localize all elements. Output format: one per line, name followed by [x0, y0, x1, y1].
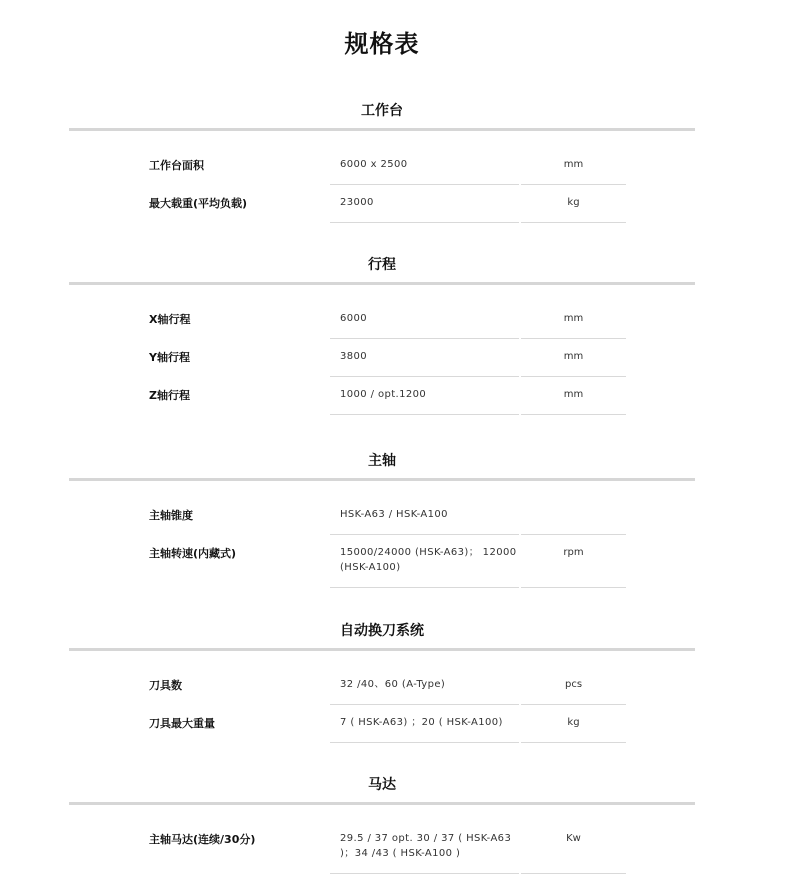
- section-spindle: [69, 450, 695, 588]
- spec-label: 刀具数: [149, 679, 182, 692]
- spec-label: 主轴马达(连续/30分): [149, 833, 256, 846]
- spec-value: 23000: [330, 185, 519, 223]
- section-motor: [69, 774, 695, 874]
- spec-row: [69, 147, 695, 185]
- spec-row: [69, 497, 695, 535]
- spec-value: 7 ( HSK-A63) ；20 ( HSK-A100): [330, 705, 519, 743]
- spec-row: [69, 377, 695, 415]
- spec-rows: [69, 147, 695, 223]
- spec-row: [69, 667, 695, 705]
- section-travel: [69, 254, 695, 415]
- spec-value: 1000 / opt.1200: [330, 377, 519, 415]
- spec-value: 6000 x 2500: [330, 147, 519, 185]
- section-divider: [69, 648, 695, 651]
- spec-unit: mm: [521, 301, 626, 339]
- spec-rows: [69, 667, 695, 743]
- spec-label: 最大载重(平均负载): [149, 197, 248, 210]
- section-worktable: [69, 100, 695, 223]
- spec-label: 工作台面积: [149, 159, 204, 172]
- spec-value: 32 /40、60 (A-Type): [330, 667, 519, 705]
- spec-unit: kg: [521, 705, 626, 743]
- spec-label: 主轴锥度: [149, 509, 193, 522]
- spec-label: X轴行程: [149, 313, 191, 326]
- spec-unit: mm: [521, 377, 626, 415]
- spec-value: 6000: [330, 301, 519, 339]
- spec-rows: [69, 301, 695, 415]
- spec-unit: mm: [521, 339, 626, 377]
- spec-unit: rpm: [521, 535, 626, 588]
- spec-row: [69, 301, 695, 339]
- spec-rows: [69, 497, 695, 588]
- spec-label: 主轴转速(内藏式): [149, 547, 237, 560]
- section-title: 行程: [368, 257, 396, 273]
- section-divider: [69, 128, 695, 131]
- section-atc: [69, 620, 695, 743]
- spec-label: 刀具最大重量: [149, 717, 215, 730]
- section-title: 马达: [368, 777, 396, 793]
- spec-unit: mm: [521, 147, 626, 185]
- spec-value: 3800: [330, 339, 519, 377]
- spec-rows: [69, 821, 695, 874]
- spec-label: Z轴行程: [149, 389, 190, 402]
- section-title: 工作台: [361, 103, 403, 119]
- spec-row: [69, 535, 695, 588]
- page-title: 规格表: [344, 30, 420, 58]
- spec-unit: kg: [521, 185, 626, 223]
- section-title: 主轴: [368, 453, 396, 469]
- spec-row: [69, 185, 695, 223]
- spec-unit: pcs: [521, 667, 626, 705]
- spec-row: [69, 705, 695, 743]
- section-divider: [69, 478, 695, 481]
- section-title: 自动换刀系统: [340, 623, 424, 639]
- section-divider: [69, 802, 695, 805]
- spec-row: [69, 821, 695, 874]
- spec-value: 29.5 / 37 opt. 30 / 37 ( HSK-A63 )；34 /43 ( HSK-A100 ): [330, 821, 519, 874]
- spec-label: Y轴行程: [149, 351, 190, 364]
- spec-row: [69, 339, 695, 377]
- spec-unit: [521, 497, 626, 535]
- spec-value: 15000/24000 (HSK-A63)； 12000 (HSK-A100): [330, 535, 519, 588]
- spec-unit: Kw: [521, 821, 626, 874]
- spec-value: HSK-A63 / HSK-A100: [330, 497, 519, 535]
- section-divider: [69, 282, 695, 285]
